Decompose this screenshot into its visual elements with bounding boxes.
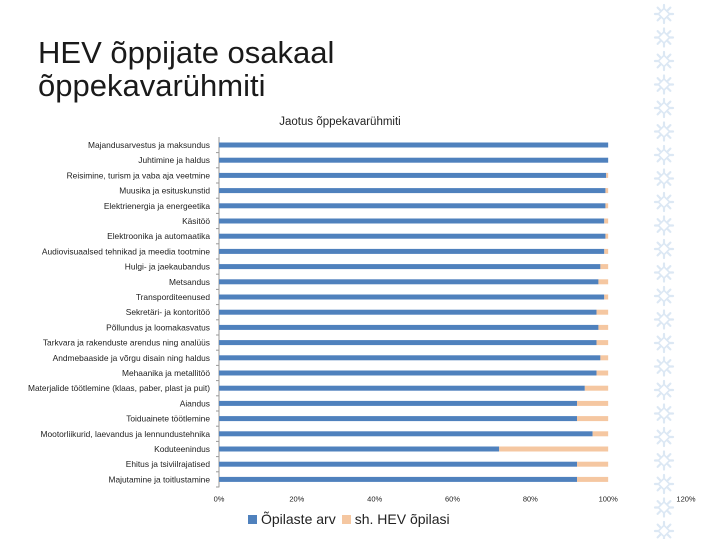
category-label: Andmebaaside ja võrgu disain ning haldus	[52, 352, 210, 363]
legend-item-series-2	[342, 511, 450, 527]
bar-segment-series-2	[605, 203, 608, 208]
category-label: Mootorliikurid, laevandus ja lennundustehnika	[40, 428, 210, 439]
category-label: Majandusarvestus ja maksundus	[88, 140, 210, 150]
bar-segment-series-2	[605, 234, 608, 239]
bar-segment-series-1	[219, 310, 596, 315]
bar-segment-series-2	[577, 401, 608, 406]
category-label: Elektroonika ja automaatika	[107, 231, 210, 242]
snowflake-ornament-icon	[655, 475, 673, 493]
legend-label-series-1: Õpilaste arv	[261, 511, 336, 527]
category-label: Metsandus	[169, 276, 210, 287]
bar-segment-series-1	[219, 355, 600, 360]
slide-title: HEV õppijate osakaal õppekavarühmiti	[38, 35, 335, 103]
snowflake-ornament-icon	[655, 287, 673, 305]
legend-label-series-2: sh. HEV õpilasi	[354, 511, 450, 527]
bar-segment-series-1	[219, 279, 598, 284]
category-label: Tarkvara ja rakenduste arendus ning analüüs	[42, 337, 210, 348]
bar-segment-series-1	[219, 477, 577, 482]
bar-segment-series-1	[219, 401, 577, 406]
snowflake-ornament-icon	[655, 334, 673, 352]
category-label: Transporditeenused	[135, 292, 210, 302]
category-label: Ehitus ja tsiviilrajatised	[125, 459, 210, 470]
category-label: Põllundus ja loomakasvatus	[106, 322, 210, 333]
category-label: Majutamine ja toitlustamine	[108, 474, 210, 485]
snowflake-ornament-icon	[655, 522, 673, 539]
bar-segment-series-2	[604, 295, 608, 300]
legend-item-series-1	[248, 511, 336, 527]
category-label: Hulgi- ja jaekaubandus	[124, 261, 210, 272]
bar-segment-series-2	[598, 325, 608, 330]
x-tick-label: 80%	[522, 494, 538, 504]
category-label: Materjalide töötlemine (klaas, paber, plast ja puit)	[27, 383, 210, 394]
bar-segment-series-1	[219, 203, 605, 208]
bar-segment-series-1	[219, 264, 600, 269]
x-tick-label: 100%	[598, 494, 618, 504]
bar-segment-series-2	[600, 355, 608, 360]
bar-layer	[219, 143, 608, 482]
bar-segment-series-1	[219, 234, 605, 239]
x-tick-label: 60%	[444, 494, 461, 504]
bar-segment-series-1	[219, 249, 604, 254]
bar-segment-series-1	[219, 386, 585, 391]
snowflake-ornament-icon	[655, 452, 673, 470]
category-label: Sekretäri- ja kontoritöö	[125, 307, 210, 318]
chart-legend	[248, 511, 450, 527]
bar-segment-series-2	[499, 447, 608, 452]
snowflake-ornament-icon	[655, 499, 673, 517]
snowflake-ornament-icon	[655, 428, 673, 446]
bar-segment-series-1	[219, 340, 596, 345]
category-label: Muusika ja esituskunstid	[119, 185, 210, 196]
snowflake-ornament-icon	[655, 5, 673, 23]
bar-segment-series-2	[585, 386, 608, 391]
bar-segment-series-1	[219, 158, 608, 163]
category-labels	[28, 140, 210, 484]
bar-segment-series-1	[219, 219, 604, 224]
x-tick-labels	[214, 494, 696, 503]
snowflake-ornament-icon	[655, 29, 673, 47]
snowflake-ornament-icon	[655, 381, 673, 399]
snowflake-ornament-icon	[655, 240, 673, 258]
snowflake-ornament-icon	[655, 146, 673, 164]
bar-segment-series-1	[219, 325, 598, 330]
snowflake-ornament-icon	[655, 217, 673, 235]
x-tick-label: 120%	[676, 494, 696, 504]
category-label: Käsitöö	[182, 216, 210, 226]
x-tick-label: 0%	[213, 494, 225, 504]
category-label: Juhtimine ja haldus	[138, 155, 210, 166]
bar-segment-series-2	[598, 279, 608, 284]
category-label: Audiovisuaalsed tehnikad ja meedia tootmine	[41, 246, 210, 257]
chart-title: Jaotus õppekavarühmiti	[279, 116, 401, 128]
bar-segment-series-1	[219, 462, 577, 467]
legend-swatch-series-2	[342, 515, 351, 524]
x-tick-label: 40%	[367, 494, 383, 504]
bar-segment-series-2	[596, 371, 608, 376]
axis-layer	[216, 137, 219, 487]
bar-segment-series-2	[593, 431, 609, 436]
category-label: Elektrienergia ja energeetika	[103, 200, 210, 211]
snowflake-ornament-icon	[655, 170, 673, 188]
bar-segment-series-1	[219, 416, 577, 421]
bar-segment-series-1	[219, 295, 604, 300]
snowflake-ornament-icon	[655, 99, 673, 117]
bar-segment-series-2	[596, 310, 608, 315]
category-label: Mehaanika ja metallitöö	[122, 368, 210, 378]
snowflake-ornament-icon	[655, 52, 673, 70]
bar-segment-series-2	[577, 477, 608, 482]
legend-swatch-series-1	[248, 515, 257, 524]
snowflake-ornament-icon	[655, 358, 673, 376]
category-label: Reisimine, turism ja vaba aja veetmine	[66, 170, 210, 181]
bar-segment-series-1	[219, 188, 605, 193]
category-label: Aiandus	[179, 398, 210, 409]
bar-segment-series-1	[219, 431, 593, 436]
bar-segment-series-1	[219, 447, 499, 452]
x-tick-label: 20%	[289, 494, 305, 504]
bar-segment-series-2	[600, 264, 608, 269]
bar-segment-series-2	[605, 188, 608, 193]
category-label: Toiduainete töötlemine	[126, 413, 210, 424]
bar-segment-series-1	[219, 173, 606, 178]
bar-segment-series-1	[219, 143, 608, 148]
snowflake-ornament-icon	[644, 0, 684, 539]
snowflake-ornament-icon	[655, 193, 673, 211]
snowflake-ornament-icon	[655, 123, 673, 141]
bar-segment-series-2	[577, 416, 608, 421]
bar-segment-series-2	[604, 249, 608, 254]
snowflake-ornament-icon	[655, 76, 673, 94]
snowflake-ornament-icon	[655, 264, 673, 282]
bar-segment-series-2	[577, 462, 608, 467]
bar-segment-series-1	[219, 371, 596, 376]
snowflake-ornament-icon	[655, 405, 673, 423]
snowflake-ornament-icon	[655, 311, 673, 329]
bar-segment-series-2	[596, 340, 608, 345]
bar-segment-series-2	[604, 219, 608, 224]
category-label: Koduteenindus	[154, 444, 210, 454]
bar-segment-series-2	[606, 173, 608, 178]
